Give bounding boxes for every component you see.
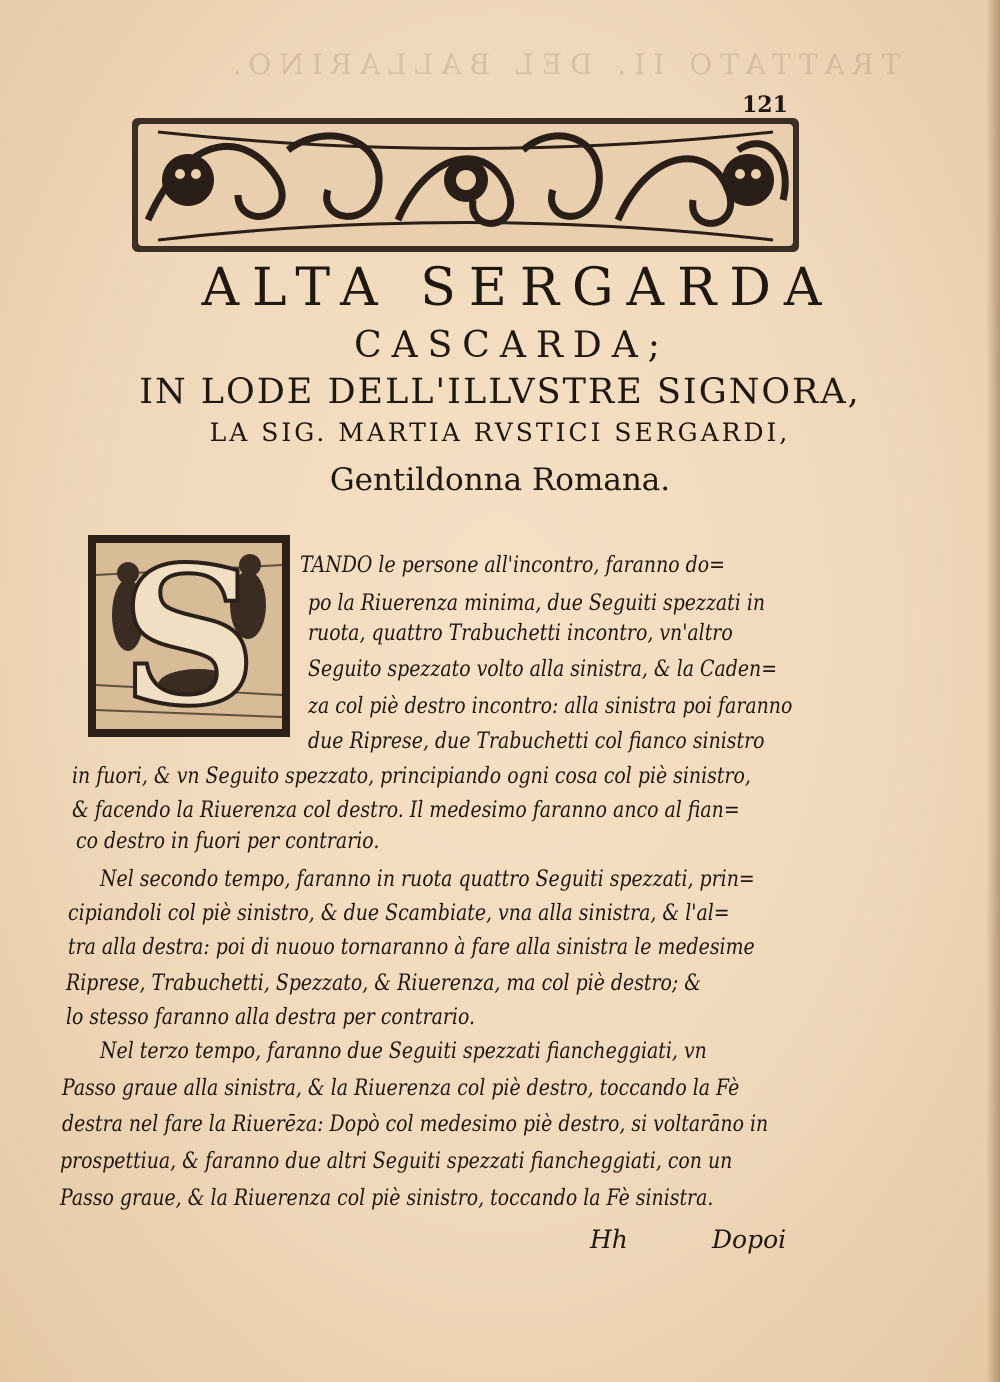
body-line-9: co destro in fuori per contrario.	[76, 828, 380, 854]
body-line-14: lo stesso faranno alla destra per contrario.	[66, 1004, 476, 1030]
body-line-6: due Riprese, due Trabuchetti col fianco sinistro	[308, 728, 765, 754]
body-line-10: Nel secondo tempo, faranno in ruota quattro Seguiti spezzati, prin=	[100, 866, 755, 892]
body-line-19: Passo graue, & la Riuerenza col piè sinistro, toccando la Fè sinistra.	[60, 1185, 714, 1211]
body-line-17: destra nel fare la Riuerēza: Dopò col medesimo piè destro, si voltarāno in	[62, 1111, 769, 1137]
body-line-4: Seguito spezzato volto alla sinistra, & la Caden=	[308, 656, 778, 682]
title-line-5: Gentildonna Romana.	[329, 462, 671, 498]
title-line-1: ALTA SERGARDA	[201, 258, 835, 318]
woodcut-initial-s	[88, 535, 290, 737]
body-line-11: cipiandoli col piè sinistro, & due Scambiate, vna alla sinistra, & l'al=	[68, 900, 730, 926]
body-line-5: za col piè destro incontro: alla sinistra poi faranno	[308, 693, 793, 719]
body-line-15: Nel terzo tempo, faranno due Seguiti spezzati fiancheggiati, vn	[100, 1038, 707, 1064]
title-line-4: LA SIG. MARTIA RVSTICI SERGARDI,	[209, 418, 791, 447]
body-line-3: ruota, quattro Trabuchetti incontro, vn'altro	[308, 620, 733, 646]
body-line-16: Passo graue alla sinistra, & la Riuerenza col piè destro, toccando la Fè	[62, 1075, 740, 1101]
body-line-18: prospettiua, & faranno due altri Seguiti spezzati fiancheggiati, con un	[60, 1148, 733, 1174]
body-line-8: & facendo la Riuerenza col destro. Il medesimo faranno anco al fian=	[72, 797, 740, 823]
page-edge-shadow	[986, 0, 1000, 1382]
page-number: 121	[742, 92, 788, 118]
body-line-2: po la Riuerenza minima, due Seguiti spezzati in	[308, 590, 766, 616]
woodcut-headpiece-ornament	[128, 110, 803, 258]
signature-mark: Hh	[590, 1225, 628, 1254]
body-line-7: in fuori, & vn Seguito spezzato, principiando ogni cosa col piè sinistro,	[72, 763, 751, 789]
body-line-12: tra alla destra: poi di nuouo tornaranno à fare alla sinistra le medesime	[68, 934, 755, 960]
bleed-through-running-head: TRATTATO II. DEL BALLARINO.	[225, 48, 901, 81]
catchword: Dopoi	[712, 1225, 787, 1254]
title-line-3: IN LODE DELL'ILLVSTRE SIGNORA,	[139, 372, 861, 412]
body-line-1: TANDO le persone all'incontro, faranno do=	[300, 552, 725, 578]
title-line-2: CASCARDA;	[354, 325, 670, 366]
initial-letter: S	[120, 535, 258, 737]
body-line-13: Riprese, Trabuchetti, Spezzato, & Riuerenza, ma col piè destro; &	[66, 970, 702, 996]
